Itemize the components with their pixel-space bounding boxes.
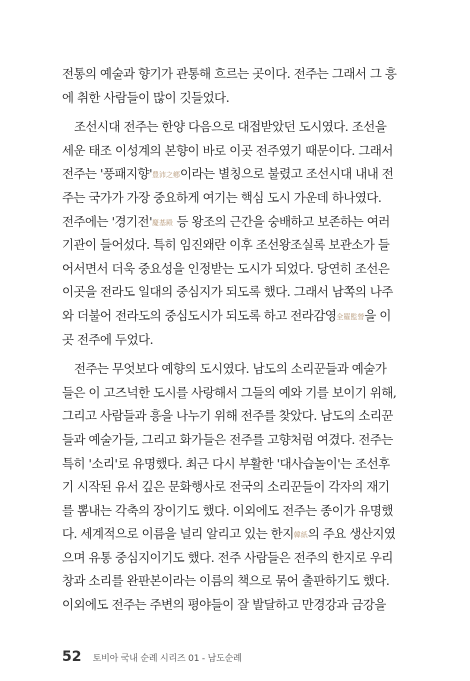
- text-line: [62, 162, 468, 186]
- line-text: 을 이: [364, 307, 391, 323]
- text-line: [62, 522, 468, 546]
- text-line: [62, 304, 468, 328]
- text-line: 기관이 들어섰다. 특히 임진왜란 이후 조선왕조실록 보관소가 들: [62, 237, 390, 253]
- text-line: 어서면서 더욱 중요성을 인정받는 도시가 되었다. 당연히 조선은: [62, 260, 390, 276]
- body-text: [62, 62, 468, 617]
- hanja-annotation: 豊沛之鄕: [152, 171, 181, 180]
- text-line: 곳 전주에 두었다.: [62, 331, 154, 347]
- hanja-annotation: 慶基殿: [152, 218, 174, 227]
- text-line: 세운 태조 이성계의 본향이 바로 이곳 전주였기 때문이다. 그래서: [62, 142, 393, 158]
- text-line: 그리고 사람들과 흥을 나누기 위해 전주를 찾았다. 남도의 소리꾼: [62, 408, 393, 424]
- line-text: 전주에는 '경기전': [62, 213, 153, 229]
- line-text: 전주는 '풍패지향': [62, 166, 153, 182]
- text-line: 기 시작된 유서 깊은 문화행사로 전국의 소리꾼들이 각자의 재기: [62, 479, 390, 495]
- line-text: 이라는 별칭으로 불렸고 조선시대 내내 전: [180, 166, 394, 182]
- text-line: 으며 유통 중심지이기도 했다. 전주 사람들은 전주의 한지로 우리: [62, 549, 393, 565]
- text-line: 들은 이 고즈넉한 도시를 사랑해서 그들의 예와 기를 보이기 위해,: [62, 384, 397, 400]
- hanja-annotation: 全羅監營: [336, 312, 365, 321]
- text-line: 창과 소리를 완판본이라는 이름의 책으로 묶어 출판하기도 했다.: [62, 573, 390, 589]
- line-text: 등 왕조의 근간을 숭배하고 보존하는 여러: [173, 213, 390, 229]
- text-line: 특히 '소리'로 유명했다. 최근 다시 부활한 '대사습놀이'는 조선후: [62, 455, 390, 471]
- text-line: 전통의 예술과 향기가 관통해 흐르는 곳이다. 전주는 그래서 그 흥: [62, 66, 397, 81]
- line-text: 와 더불어 전라도의 중심도시가 되도록 하고 전라감영: [62, 307, 337, 323]
- text-line: 에 취한 사람들이 많이 깃들었다.: [62, 89, 230, 105]
- text-line: 전주는 무엇보다 예향의 도시였다. 남도의 소리꾼들과 예술가: [62, 361, 387, 377]
- page-footer: [62, 646, 242, 665]
- text-line: 를 뽐내는 각축의 장이기도 했다. 이외에도 전주는 종이가 유명했: [62, 502, 393, 518]
- text-line: 이곳을 전라도 일대의 중심지가 되도록 했다. 그래서 남쪽의 나주: [62, 284, 393, 300]
- line-text: 의 주요 생산지였: [307, 526, 396, 542]
- text-line: 주는 국가가 가장 중요하게 여기는 핵심 도시 가운데 하나였다.: [62, 189, 382, 205]
- text-line: 조선시대 전주는 한양 다음으로 대접받았던 도시였다. 조선을: [62, 119, 387, 135]
- line-text: 다. 세계적으로 이름을 널리 알리고 있는 한지: [62, 526, 294, 542]
- text-line: [62, 210, 468, 234]
- text-line: 이외에도 전주는 주변의 평야들이 잘 발달하고 만경강과 금강을: [62, 597, 386, 613]
- text-line: 들과 예술가들, 그리고 화가들은 전주를 고향처럼 여겼다. 전주는: [62, 431, 393, 447]
- page-number: 52: [62, 649, 82, 665]
- running-title: 토비아 국내 순례 시리즈 01 - 남도순례: [92, 654, 242, 664]
- hanja-annotation: 韓紙: [293, 531, 308, 540]
